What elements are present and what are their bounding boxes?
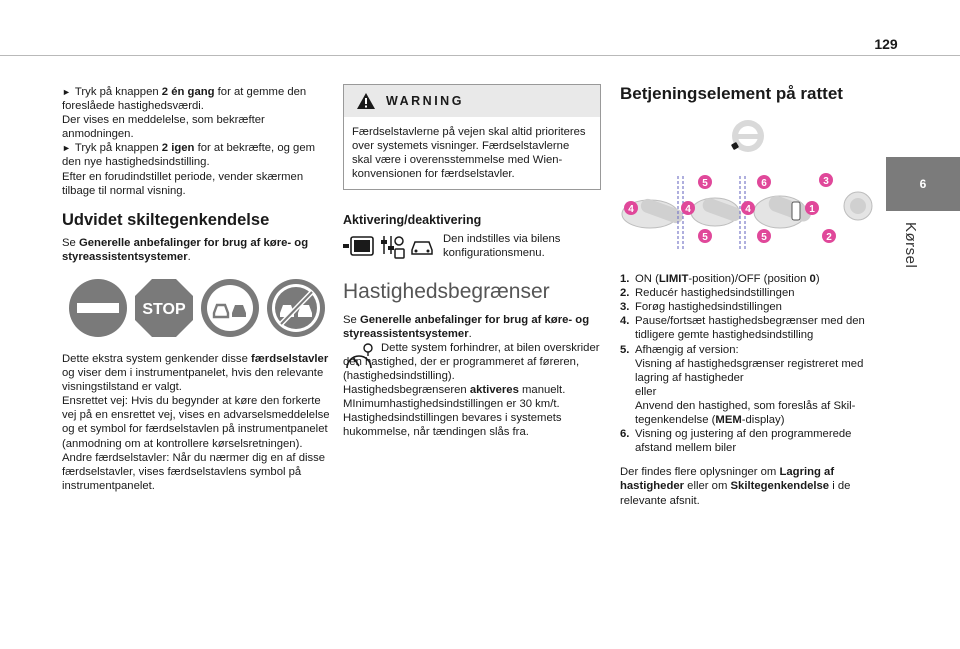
callout-3: 3 xyxy=(823,176,829,187)
list-item: 2. Reducér hastighedsindstillingen xyxy=(620,287,795,300)
warning-text: Færdselstavlerne på vejen skal altid prioriteres over systemets visninger. Færdselstavlerne skal være i overensstemmelse med Wien-konvensionen for færdselstavler. xyxy=(352,126,586,181)
chapter-title: Kørsel xyxy=(902,222,919,269)
column-right xyxy=(620,84,882,508)
paragraph: Dette ekstra system genkender disse færdselstavler og viser dem i instrumentpanelet, hvis den relevante visningstilstand er valgt. xyxy=(62,352,329,394)
lever-knob-icon xyxy=(844,192,872,220)
limiter-intro xyxy=(343,341,601,383)
controls-list xyxy=(620,272,882,455)
stop-sign-icon xyxy=(134,278,194,338)
paragraph: Dette system forhindrer, at bilen overskrider den hastighed, der er programmeret af føreren, (hastighedsindstilling). xyxy=(343,341,600,382)
callout-5: 5 xyxy=(702,232,708,243)
steering-wheel-icon xyxy=(731,120,764,152)
paragraph: ► Tryk på knappen 2 én gang for at gemme den foreslåede hastighedsværdi. xyxy=(62,86,307,113)
warning-triangle-icon xyxy=(356,92,376,110)
no-entry-sign-icon xyxy=(68,278,128,338)
warning-title: WARNING xyxy=(386,93,464,108)
warning-header xyxy=(344,85,600,117)
paragraph: ► Tryk på knappen 2 igen for at bekræfte, og gem den nye hastighedsindstilling. xyxy=(62,142,316,169)
arrow-right-icon: ► xyxy=(62,143,71,154)
paragraph: Hastighedsindstillingen bevares i systemets hukommelse, når tændingen slås fra. xyxy=(343,412,562,439)
callout-4: 4 xyxy=(685,204,691,215)
paragraph: Der findes flere oplysninger om Lagring af hastigheder eller om Skiltegenkendelse i de relevante afsnit. xyxy=(620,466,851,507)
paragraph: Andre færdselstavler: Når du nærmer dig en af disse færdselstavler, vises færdselstavlens symbol på instrumentpanelet. xyxy=(62,451,326,492)
callout-6: 6 xyxy=(761,178,767,189)
page-number: 129 xyxy=(874,36,898,52)
stop-sign-label: STOP xyxy=(142,300,186,318)
callout-4: 4 xyxy=(745,204,751,215)
column-left xyxy=(62,85,332,493)
section-heading: Betjeningselement på rattet xyxy=(620,84,843,103)
arrow-right-icon: ► xyxy=(62,87,71,97)
paragraph: Ensrettet vej: Hvis du begynder at køre den forkerte vej på en ensrettet vej, vises en advarselsmeddelelse og et symbol for færdselstavlen på instrumentpanelet (anmodning om at kontrollere kørselsretningen). xyxy=(62,395,330,450)
section-heading: Hastighedsbegrænser xyxy=(343,279,550,303)
list-item: 6. Visning og justering af den programmerede afstand mellem biler xyxy=(620,428,852,455)
section-heading: Udvidet skiltegenkendelse xyxy=(62,210,270,229)
list-item: 5. Afhængig af version: Visning af hastighedsgrænser registreret med lagring af hastigheder eller Anvend den hastighed, som foreslås af Skiltegenkendelse (MEM-display) xyxy=(620,343,864,427)
car-icon xyxy=(409,234,435,258)
paragraph: Hastighedsbegrænseren aktiveres manuelt. xyxy=(343,384,566,397)
header-rule xyxy=(0,55,960,56)
activation-row xyxy=(343,232,601,260)
column-middle xyxy=(343,84,601,439)
activation-text: Den indstilles via bilens konfigurationsmenu. xyxy=(443,233,561,260)
end-no-overtaking-sign-icon xyxy=(266,278,326,338)
activation-icons xyxy=(343,232,435,260)
middle-lever-icon xyxy=(691,196,743,226)
callout-2: 2 xyxy=(826,232,832,243)
paragraph: Efter en forudindstillet periode, vender skærmen tilbage til normal visning. xyxy=(62,170,304,197)
list-item: 1. ON (LIMIT-position)/OFF (position 0) xyxy=(620,273,820,286)
paragraph: Der vises en meddelelse, som bekræfter anmodningen. xyxy=(62,114,265,141)
callout-5: 5 xyxy=(761,232,767,243)
settings-sliders-icon xyxy=(379,234,405,260)
traffic-signs xyxy=(68,278,332,338)
touchscreen-icon xyxy=(343,234,375,258)
callout-5: 5 xyxy=(702,178,708,189)
list-item: 4. Pause/fortsæt hastighedsbegrænser med den tidligere gemte hastighedsindstilling xyxy=(620,315,865,342)
steering-controls-diagram xyxy=(620,116,882,256)
subsection-heading: Aktivering/deaktivering xyxy=(343,213,482,228)
callout-4: 4 xyxy=(628,204,634,215)
paragraph: MInimumhastighedsindstillingen er 30 km/t. xyxy=(343,398,560,411)
list-item: 3. Forøg hastighedsindstillingen xyxy=(620,301,782,314)
paragraph: Se Generelle anbefalinger for brug af køre- og styreassistentsystemer. xyxy=(343,313,590,340)
right-lever-icon xyxy=(754,194,813,228)
paragraph: Se Generelle anbefalinger for brug af køre- og styreassistentsystemer. xyxy=(62,236,309,263)
warning-box xyxy=(343,84,601,190)
chapter-tab[interactable]: 6 xyxy=(886,157,960,211)
callout-1: 1 xyxy=(809,204,815,215)
no-overtaking-sign-icon xyxy=(200,278,260,338)
